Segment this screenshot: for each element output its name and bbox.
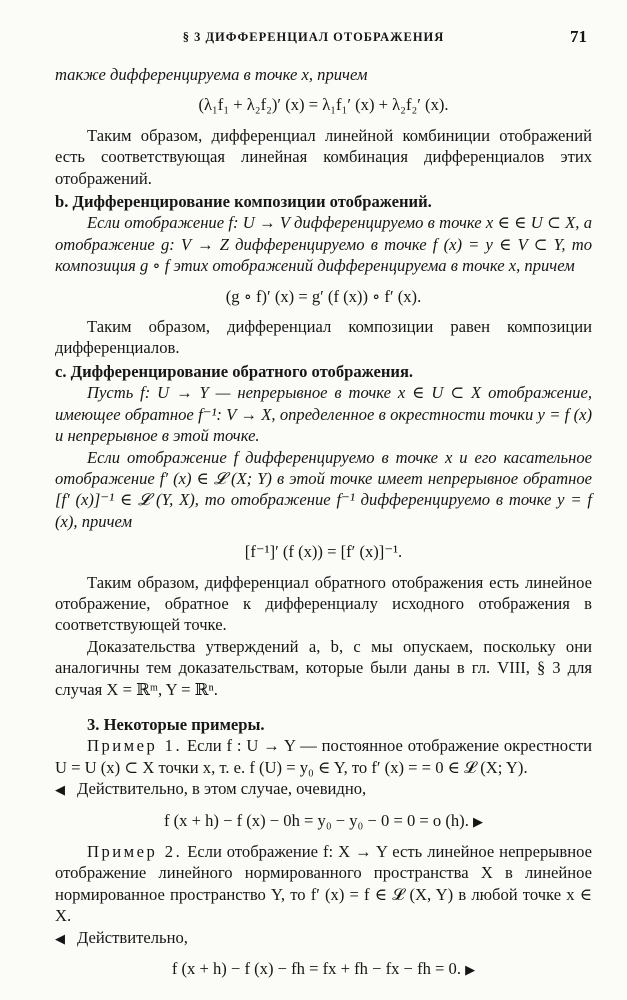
example-1-text: Если f : U → Y — постоянное отображение окрестности U = U (x) ⊂ X точки x, т. е. f (U) = y₀ ∈ Y, то f′ (x) = = 0 ∈ 𝓛 (X; Y).: [55, 736, 592, 777]
proof-end-icon: ▶: [465, 962, 476, 978]
formula-composition: (g ∘ f)′ (x) = g′ (f (x)) ∘ f′ (x).: [225, 286, 422, 306]
header-title: § 3 ДИФФЕРЕНЦИАЛ ОТОБРАЖЕНИЯ: [182, 30, 445, 44]
proof-start-icon: ◀: [55, 782, 65, 798]
example-2: [55, 841, 592, 927]
formula-example-1: [55, 810, 592, 832]
example-2-label: Пример 2.: [87, 842, 183, 861]
formula-example-1-text: f (x + h) − f (x) − 0h = y₀ − y₀ − 0 = 0 = o (h).: [163, 810, 469, 830]
example-2-proof: [55, 927, 592, 949]
page-body: [55, 64, 592, 989]
paragraph-3: Таким образом, дифференциал композиции равен композиции дифференциалов.: [55, 317, 592, 358]
paragraph-5: Доказательства утверждений a, b, c мы опускаем, поскольку они аналогичны тем доказательствам, которые были даны в гл. VIII, § 3 для случая X = ℝᵐ, Y = ℝⁿ.: [55, 636, 592, 699]
example-2-text: Если отображение f: X → Y есть линейное непрерывное отображение линейного нормированного пространства X в линейное нормированное пространство Y, то f′ (x) = f ∈ 𝓛 (X, Y) в любой точке x ∈ X.: [55, 842, 592, 926]
section-3-heading: 3. Некоторые примеры.: [87, 714, 265, 734]
example-1-label: Пример 1.: [87, 736, 183, 756]
heading-b: b. Дифференцирование композиции отображений.: [55, 192, 432, 212]
formula-linear-combination: (λ₁f₁ + λ₂f₂)′ (x) = λ₁f₁′ (x) + λ₂f₂′ (x).: [198, 95, 449, 115]
example-1-proof: [55, 778, 592, 800]
running-header: [0, 27, 627, 50]
paragraph-4: Таким образом, дифференциал обратного отображения есть линейное отображение, обратное к дифференциалу исходного отображения в соответствующей точке.: [55, 572, 592, 635]
example-1: [55, 735, 592, 778]
example-1-proof-text: Действительно, в этом случае, очевидно,: [77, 779, 367, 799]
formula-inverse: [f⁻¹]′ (f (x)) = [f′ (x)]⁻¹.: [244, 542, 403, 562]
formula-example-2-text: f (x + h) − f (x) − fh = fx + fh − fx − fh = 0.: [171, 959, 461, 979]
page-number: 71: [570, 27, 587, 46]
example-2-proof-text: Действительно,: [77, 927, 188, 947]
statement-b: Если отображение f: U → V дифференцируемо в точке x ∈ ∈ U ⊂ X, а отображение g: V → Z дифференцируемо в точке f (x) = y ∈ V ⊂ Y, то композиция g ∘ f этих отображений дифференцируема в точке x, причем: [55, 213, 592, 276]
proof-end-icon: ▶: [473, 813, 484, 829]
paragraph-1: также дифференцируема в точке x, причем: [55, 65, 368, 84]
statement-c-1: Пусть f: U → Y — непрерывное в точке x ∈ U ⊂ X отображение, имеющее обратное f⁻¹: V → X, определенное в окрестности точки y = f (x) и непрерывное в этой точке.: [55, 383, 592, 446]
proof-start-icon: ◀: [55, 930, 65, 946]
formula-example-2: [55, 958, 592, 980]
paragraph-2: Таким образом, дифференциал линейной комбиниции отображений есть соответствующая линейная комбинация дифференциалов этих отображений.: [55, 125, 592, 188]
heading-c: c. Дифференцирование обратного отображения.: [55, 361, 414, 381]
statement-c-2: Если отображение f дифференцируемо в точке x и его касательное отображение f′ (x) ∈ 𝓛 (X; Y) в этой точке имеет непрерывное обратное [f′ (x)]⁻¹ ∈ 𝓛 (Y, X), то отображение f⁻¹ дифференцируемо в точке y = f (x), причем: [55, 447, 592, 531]
